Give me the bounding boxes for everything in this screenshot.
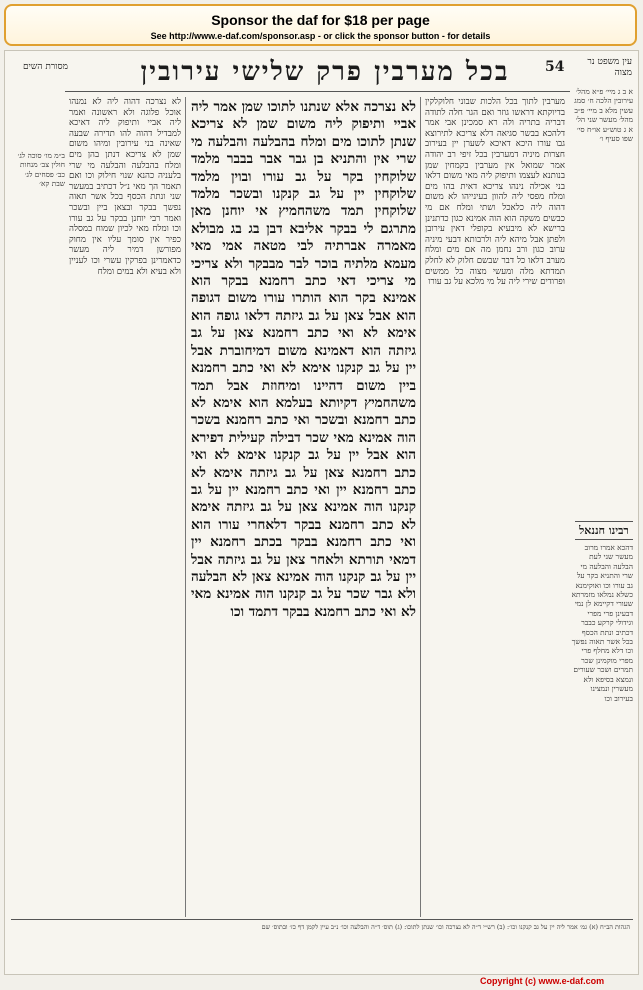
- sponsor-title: Sponsor the daf for $18 per page: [211, 12, 430, 28]
- left-column-divider: [185, 97, 186, 917]
- page-header-title: בכל מערבין פרק שלישי עירובין: [140, 57, 510, 87]
- masoret-hashas-notes: ב״מ מו׳ סוכה לג׳ חולין צב׳ מנחות כב׳ פסחים לג׳ שבת קא׳: [17, 151, 65, 189]
- copyright-link[interactable]: Copyright (c) www.e-daf.com: [480, 976, 605, 986]
- ein-mishpat-label: עין משפט נר מצוה: [587, 57, 632, 78]
- talmud-page: [4, 50, 639, 975]
- footnote-haggahot: הגהות הב״ח (א) גמ׳ אמר ליה יין על גב קנקנו וכו׳: (ב) רש״י ד״ה לא נצרכה וכו׳ שנתן לתוכו: (ג) תוס׳ ד״ה והבלעה וכו׳ נ״ב עיין לקמן דף כז׳ ובתוס׳ שם: [261, 923, 630, 931]
- ein-mishpat-notes: א ב ג מיי׳ פ״א מהל׳ עירובין הלכה ח׳ סמג עשין מלא ב מיי׳ פ״ב מהל׳ מעשר שני הל׳ א ג טוש״ע או״ח סי׳ שפו סעיף ו׳: [574, 87, 633, 144]
- page-number: 54: [545, 59, 565, 75]
- right-column-divider: [420, 97, 421, 917]
- sponsor-banner[interactable]: [4, 4, 637, 46]
- header-divider: [65, 91, 570, 92]
- rashi-column: מערבין לתוך בכל הלכות שבוני חלוקלקין בדיוקתא דראשו גוזר ואם הגר חלה לתודה דבריה בתריה ולה רא סמכינן אבי אמר דלהכא בבשר סגיאה דלא צריכא לתירוצא גבו עורו היכא דאיכא לשערן יין בעירוב חצרות מיניה דמערבין בכל זיפי רב יהודה אמר שמואל אין מערבין בקמחין שמן בנותנא לעצמו ותיפוק ליה מאי משום דלאו בני אכילה נינהו צריכא דאית בהו מים ומלח מפסי ליה להוון בעינייהו לא משום דהוה ליה כלאכל ושתי ומלח אם מי כבשים משקה הוא הוה אמינא כגון כדתנינן ברישא לא מיבעיא בקופלי דאין עירובן ולפתן אבל מיהא ליה ולרבותא דבעי מיניה ערוב כגון ורב נחמן מה אם מים ומלח מערב דלאו כל דבר שבשם חלוק לא לחלק תמדתא מלה ומעשי מצוה כל ממשים ופרודים שירי ליה על מי מלכא על גב עורו: [425, 97, 565, 288]
- gemara-text: לא נצרכה אלא שנתנו לתוכו שמן אמר ליה אביי ותיפוק ליה משום שמן לא צריכא שנתן לתוכו מים ומלח בהבלעה והבלעה מי שרי אין והתניא בן גבר אבר בבבר מלמד שלוקחין בקר על גב עורו ובוין מלמד שלוקחין יין על גב קנקנו ובשכר מלמד שלוקחין תמד משהחמיץ אי יוחנן מאן מתרגם לי בבקר אליבא דבן בג בג מבולא מאמרה אברתיה לבי מטאה אמי מאי מעמא מלתיה בוכר לבר מבבקר ולא צריכי מי צריכי דאי כתב רחמנא בבקר הוא אמינא בקר הוא הותרו עורו משום דגופה הוא אבל צאן על גב גיזתה דלאו גופה הוא אימא לא ואי כתב רחמנא צאן על גב גיזתה הוא דאמינא משום דמיחוברת אבל יין על גב קנקנו אימא לא ואי כתב רחמנא ביין משום דהיינו ומיחוזת אבל תמד משהחמיץ דקיותא בעלמא הוא אימא לא כתב רחמנא ובשכר ואי כתב רחמנא בשכר הוה אמינא מאי שכר דבילה קעילית דפירא הוא אבל יין על גב קנקנו אימא לא ואי כתב רחמנא צאן על גב גיזתה אימא לא כתב רחמנא יין ואי כתב רחמנא יין על גב קנקנו הוה אמינא צאן על גב גיזתה אימא לא כתב רחמנא בבקר דלאחרי עורו הוא ואי כתב רחמנא בבקר בכתב רחמנא יין דמאי תורתא ולאחר צאן על גב גיזתה אבל יין על גב קנקנו הוה אמינא צאן לא הבלעה ולא גבר שכר על גב קנקנו הוה אמינא מאי לא ואי כתב רחמנא בבקר דתמד וכו: [191, 99, 416, 620]
- sponsor-subtitle: See http://www.e-daf.com/sponsor.asp - or click the sponsor button - for details: [150, 31, 491, 41]
- rabbeinu-chananel-text: דהכא אמרו מרוב מעשר שני לעת הבלעה והבלעה מי שרי והתניא בקר על גב עורו וכו ואוקימנא כשלא נמלאו מזמרתא שעורי דקיימא לן נמי דבעינן פרי מפרי וגידולי קרקע כבבר דכתיב ונתת הכסף בכל אשר תאוה נפשך וכו דלא מחלף פרי מפרי מוקמינן שכר תמרים ושכר שעורים ונמצא בסיפא ולא מעשרין ונמצינו בעירוב וכו: [571, 543, 633, 703]
- rabbeinu-chananel-title: רבינו חננאל: [575, 521, 633, 540]
- tosafot-column: לא נצרכה דהוה ליה לא נמנהו אוכל פלוגה ולא ראשונה ואמר ליה אביי ותיפוק ליה דאיכא למבדיל דהוה להו תדירה שבעה שאינה בני עירובין ומיהו משום שמן לא צריכא דנתן בהן מים ומלח בהבלעה והבלעה מי שרי בלעניה כהנא שנוי חילוק וכו ואם תאמר הך מאי נ״ל דכתיב במעשר שני ונתת הכסף בכל אשר תאוה נפשך בבקר ובצאן ביין ובשכר ואמר רבי יוחנן בבקר על גב עורו וכו ומלח מאי לכיון שמוח במסלה כפיר אין סומך עליו אין מחוק מפורשן דמיר ליה מעשר כדאמרינן בפרקין עשרי וכו לעניין ולא בעיא ולא במים ומלח: [69, 97, 181, 277]
- masoret-label: מסורת השים: [22, 62, 68, 72]
- footnote-divider: [11, 919, 633, 920]
